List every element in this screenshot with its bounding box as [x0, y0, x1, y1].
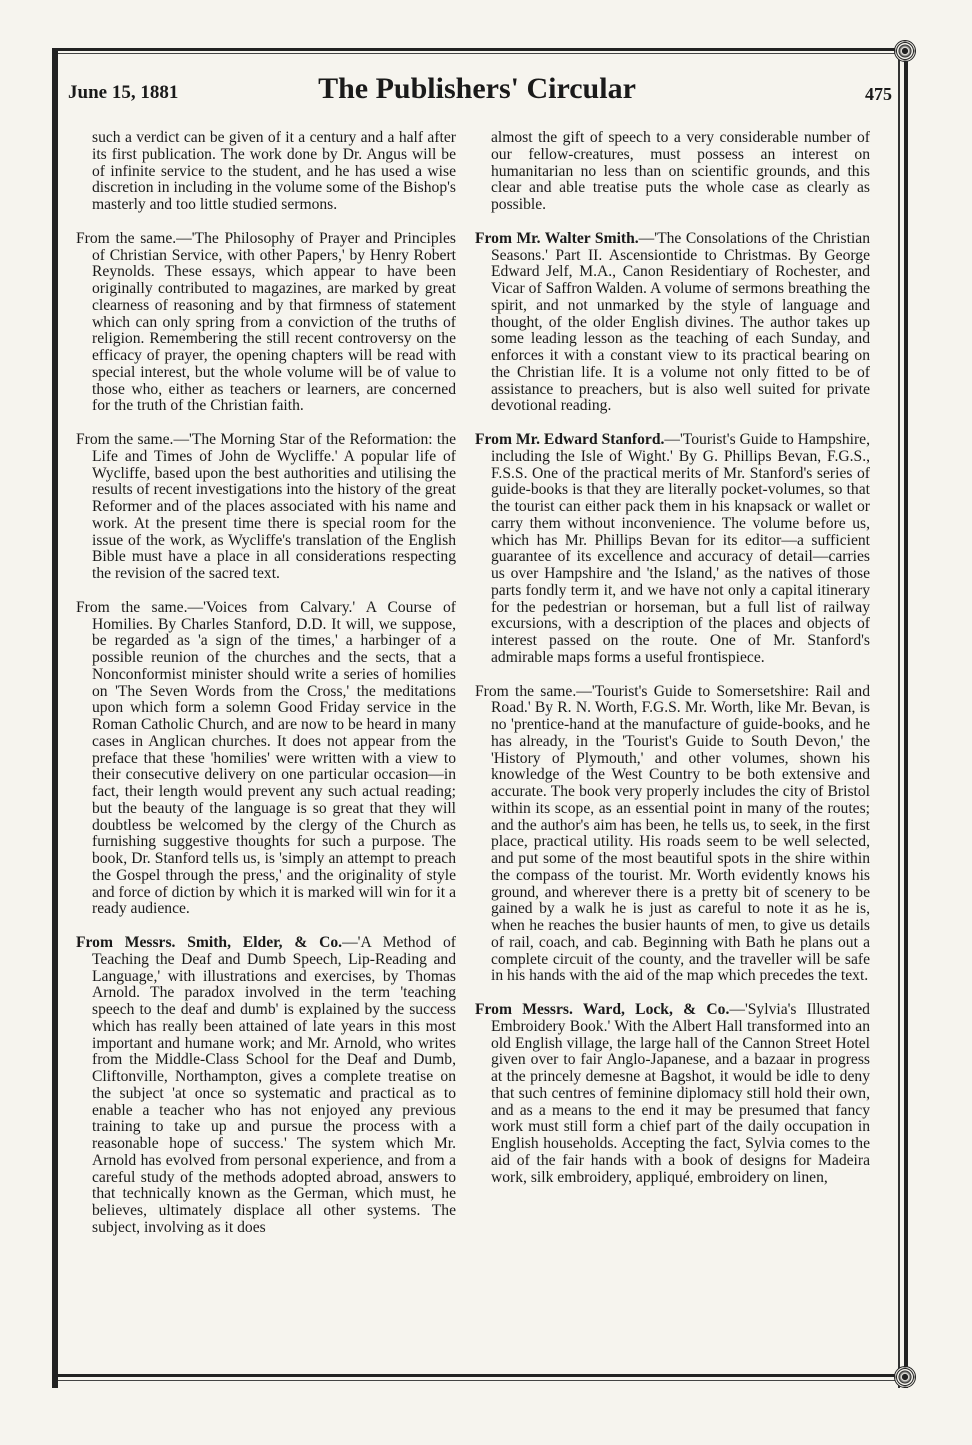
- entry-text: —'A Method of Teaching the Deaf and Dumb Speech, Lip-Reading and Language,' with illustrations and exercises, by Thomas Arnold. The paradox involved in the term 'teaching speech to the deaf and dumb' is explained by the success which has really been attained of late years in this most important and humane work; and Mr. Arnold, who writes from the Middle-Class School for the Deaf and Dumb, Cliftonville, Northampton, gives a complete treatise on the subject 'at once so systematic and practical as to enable a teacher who has not enjoyed any previous training to take up and pursue the process with a reasonable hope of success.' The system which Mr. Arnold has evolved from personal experience, and from a careful study of the methods adopted abroad, answers to that technically known as the German, which must, he believes, ultimately displace all other systems. The subject, involving as it does: [92, 934, 456, 1236]
- entry-text: —'Sylvia's Illustrated Embroidery Book.' With the Albert Hall transformed into an old English village, the large hall of the Cannon Street Hotel given over to fair Anglo-Japanese, and a bazaar in progress at the princely demesne at Bagshot, it would be idle to deny that such centres of feminine diplomacy still hold their own, and as a means to the end it may be presumed that fancy work must still form a chief part of the daily occupation in English households. Accepting the fact, Sylvia comes to the aid of the fair hands with a book of designs for Madeira work, silk embroidery, appliqué, embroidery on linen,: [491, 1001, 870, 1186]
- right-border-bar: [898, 48, 900, 1388]
- bottom-rule-thin: [58, 1380, 912, 1381]
- right-border-bar-thick: [904, 48, 908, 1388]
- publication-title: The Publishers' Circular: [318, 72, 636, 105]
- entry-sender: From Messrs. Ward, Lock, & Co.: [475, 1001, 730, 1018]
- entry-sender: From Messrs. Smith, Elder, & Co.: [76, 934, 343, 951]
- header-date: June 15, 1881: [68, 82, 179, 103]
- entry-sender: From Mr. Edward Stanford.: [475, 431, 665, 448]
- right-column: [475, 130, 870, 1203]
- entry-text: —'The Philosophy of Prayer and Principles of Christian Service, with other Papers,' by Henry Robert Reynolds. These essays, which appear to have been originally contributed to magazines, are marked by great clearness of reasoning and by that firmness of statement which can only spring from a conviction of the truths of religion. Remembering the still recent controversy on the efficacy of prayer, the opening chapters will be read with special interest, but the whole volume will be of value to those who, either as teachers or learners, are concerned for the truth of the Christian faith.: [92, 229, 456, 415]
- page-number: 475: [865, 84, 892, 104]
- entry-text: —'Tourist's Guide to Somersetshire: Rail and Road.' By R. N. Worth, F.G.S. Mr. Worth, like Mr. Bevan, is no 'prentice-hand at the manufacture of guide-books, and he has already, in the 'Tourist's Guide to South Devon,' the 'History of Plymouth,' and other volumes, shown his knowledge of the West Country to be both extensive and accurate. The book very properly includes the city of Bristol within its scope, as an essential point in many of the routes; and the author's aim has been, he tells us, to seek, in the first place, practical utility. His roads seem to be well selected, and put some of the most beautiful spots in the shire within the compass of the tourist. Mr. Worth evidently knows his ground, and wherever there is a pretty bit of scenery to be gained by a walk he is just as careful to note it as he is, when he reaches the busier haunts of men, to give us details of rail, coach, and cab. Beginning with Bath he plans out a complete circuit of the county, and the traveller will be safe in his hands with the aid of the map which precedes the text.: [491, 682, 871, 985]
- continuation-paragraph: almost the gift of speech to a very considerable number of our fellow-creatures, must possess an interest on humanitarian no less than on scientific grounds, and this clear and able treatise puts the whole case as clearly as possible.: [491, 129, 870, 213]
- continuation-paragraph: such a verdict can be given of it a century and a half after its first publication. The work done by Dr. Angus will be of infinite service to the student, and he has used a wise discretion in including in the volume some of the Bishop's masterly and too little studied sermons.: [92, 129, 456, 213]
- entry-text: —'Voices from Calvary.' A Course of Homilies. By Charles Stanford, D.D. It will, we suppose, be regarded as 'a sign of the times,' a harbinger of a possible reunion of the churches and the sects, that a Nonconformist minister should write a series of homilies on 'The Seven Words from the Cross,' the meditations upon which form a solemn Good Friday service in the Roman Catholic Church, and are now to be heard in many cases in Anglican churches. It does not appear from the preface that these 'homilies' were written with a view to their consecutive delivery on one particular occasion—in fact, their length would prevent any such actual reading; but the beauty of the language is so great that they will doubtless be welcomed by the clergy of the Church as furnishing suggestive thoughts for such a purpose. The book, Dr. Stanford tells us, is 'simply an attempt to preach the Gospel through the press,' and the originality of style and force of diction by which it is marked will win for it a ready audience.: [92, 598, 457, 918]
- review-entry: [76, 935, 456, 1237]
- review-entry: [76, 600, 456, 918]
- entry-sender: From the same.: [76, 229, 177, 247]
- entry-text: —'Tourist's Guide to Hampshire, including the Isle of Wight.' By G. Phillips Bevan, F.G.S., F.S.S. One of the practical merits of Mr. Stanford's series of guide-books is that they are literally pocket-volumes, so that the tourist can either pack them in his knapsack or wallet or carry them without inconvenience. The volume before us, which has Mr. Phillips Bevan for its editor—a sufficient guarantee of its excellence and accuracy of detail—carries us over Hampshire and 'the Island,' as the natives of those parts fondly term it, and we have not only a capital itinerary for the pedestrian or horseman, but a full list of railway excursions, with a description of the places and objects of interest passed on the route. One of Mr. Stanford's admirable maps forms a useful frontispiece.: [491, 431, 870, 666]
- top-rule-thin: [58, 53, 912, 54]
- entry-sender: From the same.: [76, 431, 174, 448]
- review-entry: [475, 1002, 870, 1186]
- entry-sender: From Mr. Walter Smith.: [475, 229, 639, 247]
- review-entry: [475, 432, 870, 667]
- top-rule: [58, 48, 912, 51]
- entry-text: —'The Morning Star of the Reformation: the Life and Times of John de Wycliffe.' A popular life of Wycliffe, based upon the best authorities and utilising the results of recent investigations into the history of the great Reformer and of the places associated with his name and work. At the present time there is special room for the issue of the work, as Wycliffe's translation of the English Bible must have a place in all considerations respecting the revision of the sacred text.: [92, 431, 456, 582]
- entry-text: —'The Consolations of the Christian Seasons.' Part II. Ascensiontide to Christmas. By George Edward Jelf, M.A., Canon Residentiary of Rochester, and Vicar of Saffron Walden. A volume of sermons breathing the spirit, and not unmarked by the style of language and thought, of the older English divines. The author takes up some leading lesson as the teaching of each Sunday, and enforces it with a constant view to its practical bearing on the Christian life. It is a volume not only fitted to be of assistance to preachers, but is also well suited for private devotional reading.: [491, 229, 870, 415]
- review-entry: [76, 432, 456, 583]
- corner-ornament-icon: [894, 40, 916, 62]
- review-entry: [76, 231, 456, 415]
- entry-sender: From the same.: [76, 598, 188, 616]
- left-column: [76, 130, 456, 1254]
- left-border-bar: [52, 48, 58, 1388]
- review-entry: [475, 684, 870, 986]
- bottom-rule: [58, 1374, 912, 1377]
- running-header: [60, 72, 894, 112]
- corner-ornament-icon: [894, 1366, 916, 1388]
- review-entry: [475, 231, 870, 415]
- entry-sender: From the same.: [475, 682, 577, 700]
